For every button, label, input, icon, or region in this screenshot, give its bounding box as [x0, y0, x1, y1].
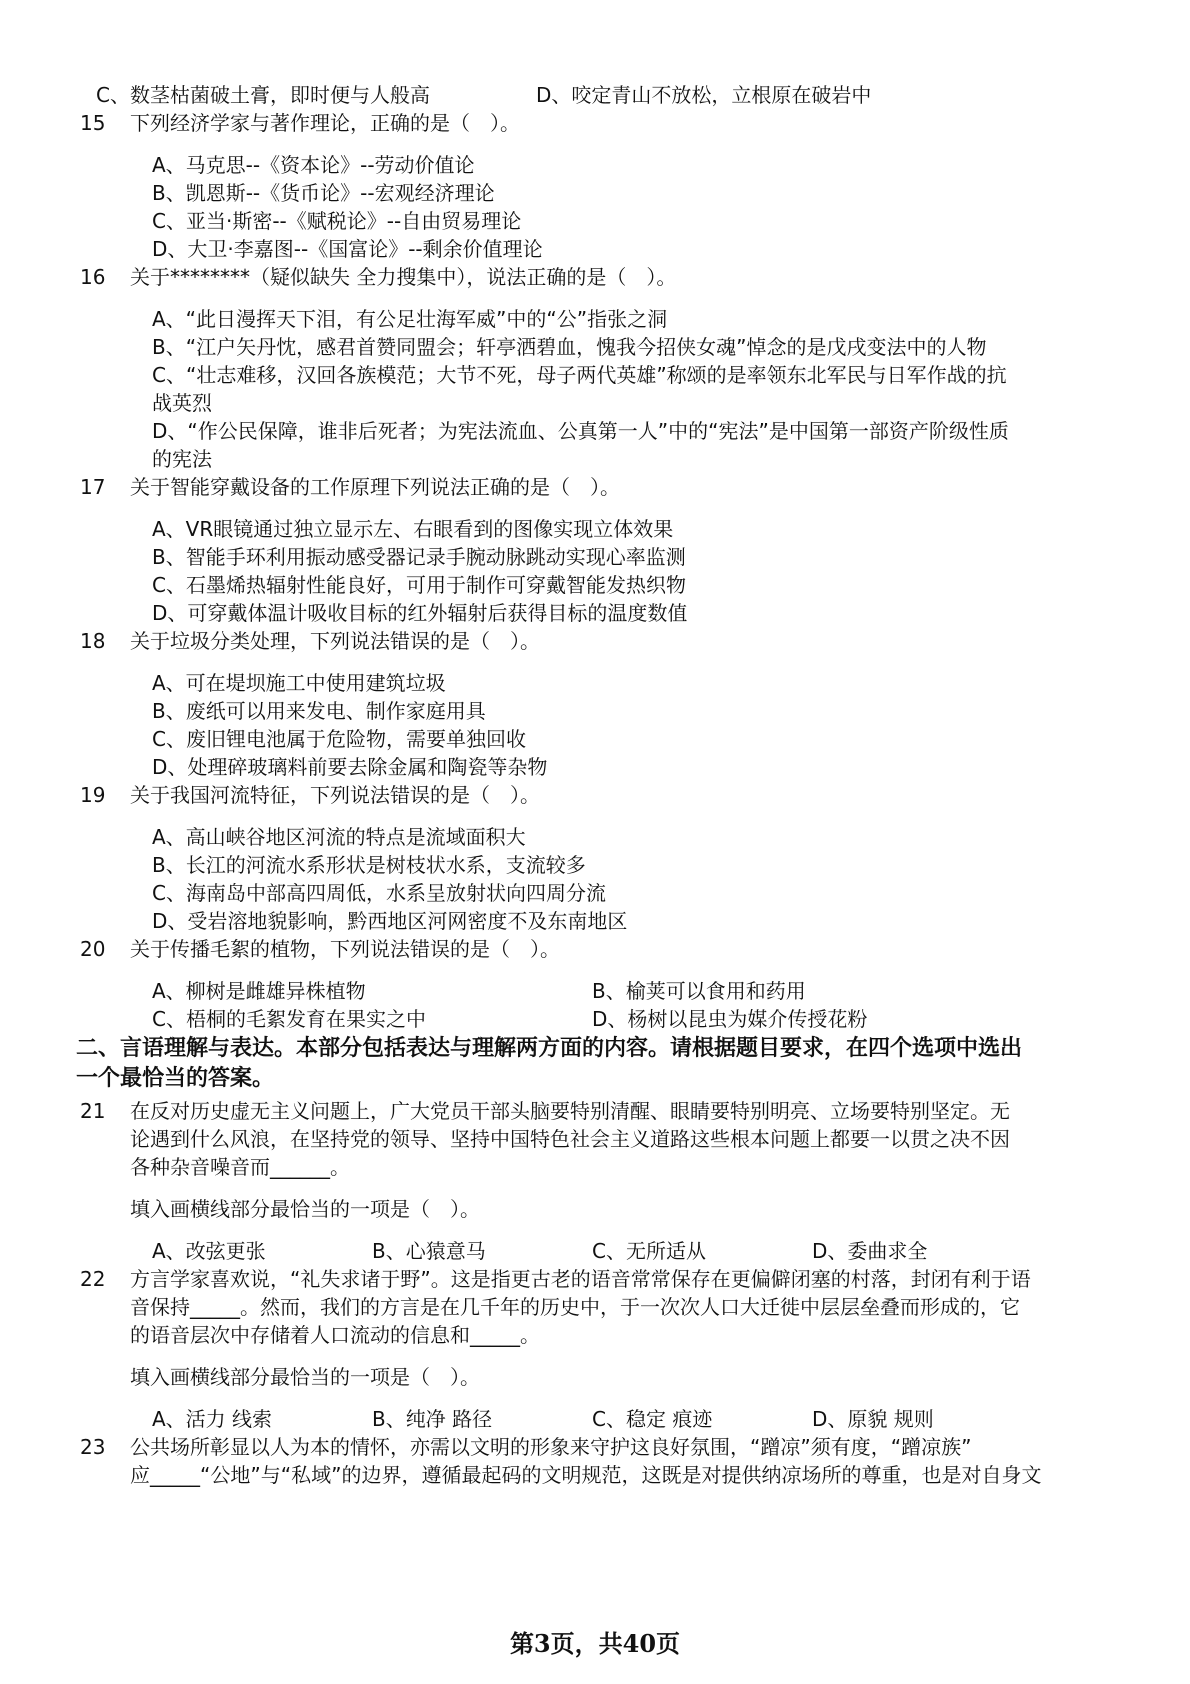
- question-prompt: 填入画横线部分最恰当的一项是（ ）。: [130, 1365, 480, 1389]
- question-stem: 方言学家喜欢说，“礼失求诸于野”。这是指更古老的语音常常保存在更偏僻闭塞的村落，封闭有利于语: [130, 1267, 1031, 1291]
- option: D、杨树以昆虫为媒介传授花粉: [592, 1007, 868, 1031]
- option: B、凯恩斯--《货币论》--宏观经济理论: [152, 181, 495, 205]
- option: C、亚当·斯密--《赋税论》--自由贸易理论: [152, 209, 522, 233]
- option: B、纯净 路径: [372, 1407, 493, 1431]
- question-stem: 应_____“公地”与“私域”的边界，遵循最起码的文明规范，这既是对提供纳凉场所的尊重，也是对自身文: [130, 1463, 1042, 1487]
- question-number: 23: [80, 1435, 106, 1459]
- option-continuation: 的宪法: [152, 447, 212, 471]
- page-footer: 第3页，共40页: [509, 1629, 681, 1658]
- question-prompt: 填入画横线部分最恰当的一项是（ ）。: [130, 1197, 480, 1221]
- question-stem: 关于垃圾分类处理，下列说法错误的是（ ）。: [130, 629, 540, 653]
- option: A、可在堤坝施工中使用建筑垃圾: [152, 671, 446, 695]
- question-stem: 关于传播毛絮的植物，下列说法错误的是（ ）。: [130, 937, 560, 961]
- option: C、废旧锂电池属于危险物，需要单独回收: [152, 727, 526, 751]
- question-stem: 关于我国河流特征，下列说法错误的是（ ）。: [130, 783, 540, 807]
- option: C、海南岛中部高四周低，水系呈放射状向四周分流: [152, 881, 606, 905]
- question-stem: 下列经济学家与著作理论，正确的是（ ）。: [130, 111, 520, 135]
- question-number: 18: [80, 629, 106, 653]
- question-stem: 关于********（疑似缺失 全力搜集中），说法正确的是（ ）。: [130, 265, 677, 289]
- option: D、原貌 规则: [812, 1407, 934, 1431]
- option: C、石墨烯热辐射性能良好，可用于制作可穿戴智能发热织物: [152, 573, 686, 597]
- option: D、处理碎玻璃料前要去除金属和陶瓷等杂物: [152, 755, 548, 779]
- question-stem: 各种杂音噪音而______。: [130, 1155, 350, 1179]
- option-continuation: 战英烈: [152, 391, 212, 415]
- q14-option-d: D、咬定青山不放松，立根原在破岩中: [536, 83, 872, 107]
- option: D、“作公民保障，谁非后死者；为宪法流血、公真第一人”中的“宪法”是中国第一部资产阶级性质: [152, 419, 1009, 443]
- option: A、改弦更张: [152, 1239, 266, 1263]
- question-stem: 音保持_____。然而，我们的方言是在几千年的历史中，于一次次人口大迁徙中层层垒叠而形成的，它: [130, 1295, 1020, 1319]
- option: A、柳树是雌雄异株植物: [152, 979, 366, 1003]
- question-stem: 公共场所彰显以人为本的情怀，亦需以文明的形象来守护这良好氛围，“蹭凉”须有度，“蹭凉族”: [130, 1435, 972, 1459]
- option: A、高山峡谷地区河流的特点是流域面积大: [152, 825, 526, 849]
- question-number: 15: [80, 111, 106, 135]
- question-number: 16: [80, 265, 106, 289]
- question-stem: 在反对历史虚无主义问题上，广大党员干部头脑要特别清醒、眼睛要特别明亮、立场要特别坚定。无: [130, 1099, 1010, 1123]
- section-heading: 一个最恰当的答案。: [76, 1066, 275, 1091]
- option: A、活力 线索: [152, 1407, 273, 1431]
- question-stem: 论遇到什么风浪，在坚持党的领导、坚持中国特色社会主义道路这些根本问题上都要一以贯之决不因: [130, 1127, 1010, 1151]
- option: D、委曲求全: [812, 1239, 928, 1263]
- question-stem: 的语音层次中存储着人口流动的信息和_____。: [130, 1323, 540, 1347]
- question-number: 21: [80, 1099, 106, 1123]
- question-number: 19: [80, 783, 106, 807]
- question-stem: 关于智能穿戴设备的工作原理下列说法正确的是（ ）。: [130, 475, 620, 499]
- option: C、稳定 痕迹: [592, 1407, 713, 1431]
- option: D、可穿戴体温计吸收目标的红外辐射后获得目标的温度数值: [152, 601, 688, 625]
- option: B、废纸可以用来发电、制作家庭用具: [152, 699, 486, 723]
- option: A、VR眼镜通过独立显示左、右眼看到的图像实现立体效果: [152, 517, 674, 541]
- option: B、榆荚可以食用和药用: [592, 979, 806, 1003]
- option: A、“此日漫挥天下泪，有公足壮海军威”中的“公”指张之洞: [152, 307, 668, 331]
- option: B、智能手环利用振动感受器记录手腕动脉跳动实现心率监测: [152, 545, 686, 569]
- section-heading: 二、言语理解与表达。本部分包括表达与理解两方面的内容。请根据题目要求，在四个选项中选出: [76, 1036, 1023, 1061]
- option: C、无所适从: [592, 1239, 706, 1263]
- option: D、受岩溶地貌影响，黔西地区河网密度不及东南地区: [152, 909, 628, 933]
- option: D、大卫·李嘉图--《国富论》--剩余价值理论: [152, 237, 543, 261]
- option: B、心猿意马: [372, 1239, 486, 1263]
- option: C、梧桐的毛絮发育在果实之中: [152, 1007, 426, 1031]
- option: B、“江户矢丹忱，感君首赞同盟会；轩亭洒碧血，愧我今招侠女魂”悼念的是戊戌变法中的人物: [152, 335, 987, 359]
- option: B、长江的河流水系形状是树枝状水系，支流较多: [152, 853, 586, 877]
- q14-option-c: C、数茎枯菌破土膏，即时便与人般高: [96, 83, 430, 107]
- question-number: 20: [80, 937, 106, 961]
- option: C、“壮志难移，汉回各族模范；大节不死，母子两代英雄”称颂的是率领东北军民与日军作战的抗: [152, 363, 1007, 387]
- question-number: 22: [80, 1267, 106, 1291]
- option: A、马克思--《资本论》--劳动价值论: [152, 153, 475, 177]
- question-number: 17: [80, 475, 106, 499]
